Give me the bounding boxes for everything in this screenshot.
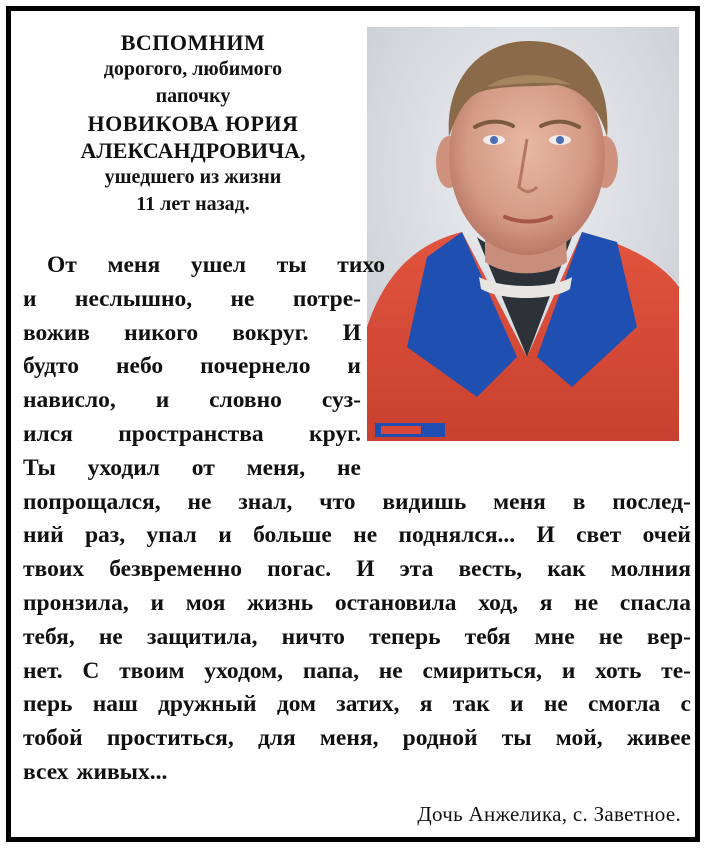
header-years-ago: 11 лет назад. <box>136 193 250 215</box>
header-patronymic: АЛЕКСАНДРОВИЧА, <box>80 138 306 163</box>
poem-line: тобой проститься, для меня, родной ты мой, живее <box>23 725 691 752</box>
poem-line: Ты уходил от меня, не <box>23 454 361 481</box>
poem-line: ний раз, упал и больше не поднялся... И свет очей <box>23 522 691 549</box>
poem-line: попрощался, не знал, что видишь меня в послед- <box>23 488 691 515</box>
header-remember: ВСПОМНИМ <box>120 30 266 55</box>
poem-line: всех живых... <box>23 758 168 785</box>
poem-line: пронзила, и моя жизнь остановила ход, я не спасла <box>23 589 691 616</box>
poem-line: нависло, и словно суз- <box>23 387 361 414</box>
poem-line: нет. С твоим уходом, папа, не смириться, и хоть те- <box>23 657 691 684</box>
poem-line: будто небо почернело и <box>23 353 361 380</box>
poem-line: вожив никого вокруг. И <box>23 319 361 346</box>
poem-line: твоих безвременно погас. И эта весть, как молния <box>23 556 691 583</box>
header-daddy: папочку <box>155 85 231 107</box>
header-departed: ушедшего из жизни <box>104 166 282 188</box>
memorial-poem <box>23 249 691 790</box>
memorial-frame <box>6 6 700 842</box>
poem-line: От меня ушел ты тихо <box>47 252 385 278</box>
poem-line: перь наш дружный дом затих, я так и не смогла с <box>23 691 691 718</box>
poem-line: и неслышно, не потре- <box>23 285 361 312</box>
poem-line: ился пространства круг. <box>23 420 361 447</box>
header-name: НОВИКОВА ЮРИЯ <box>87 111 299 136</box>
memorial-header <box>23 29 363 218</box>
poem-line: тебя, не защитила, ничто теперь тебя мне не вер- <box>23 623 691 650</box>
signature: Дочь Анжелика, с. Заветное. <box>417 802 681 826</box>
header-dear-beloved: дорогого, любимого <box>103 58 283 80</box>
